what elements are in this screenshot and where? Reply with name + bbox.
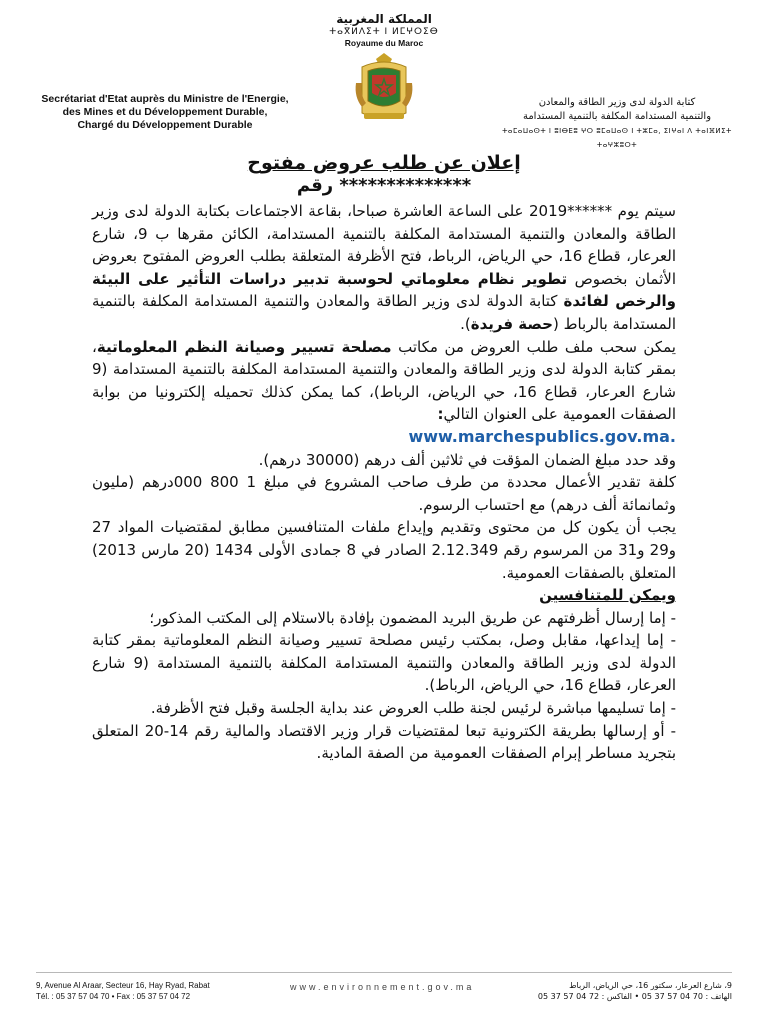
announcement-body xyxy=(92,200,676,765)
estimate-paragraph: كلفة تقدير الأعمال محددة من طرف صاحب المشروع في مبلغ 1 800 000درهم (مليون وثمانمائة ألف درهم) مع احتساب الرسوم. xyxy=(92,473,676,514)
text-run: : xyxy=(437,405,444,424)
guarantee-paragraph: وقد حدد مبلغ الضمان المؤقت في ثلاثين ألف درهم (30000 درهم). xyxy=(258,450,676,469)
coat-of-arms-icon xyxy=(354,53,414,123)
announcement-title: إعلان عن طلب عروض مفتوح xyxy=(247,152,521,174)
secretariat-line: Secrétariat d'Etat auprès du Ministre de l'Energie, xyxy=(41,93,289,105)
text-run: يمكن سحب ملف طلب العروض من مكاتب xyxy=(391,337,676,356)
footer-address-arabic xyxy=(538,980,732,1002)
footer-phone: الهاتف : 70 04 57 37 05 • الفاكس : 72 04 57 37 05 xyxy=(537,992,732,1001)
secretariat-line: des Mines et du Développement Durable, xyxy=(62,106,268,118)
submission-option: - إما تسليمها مباشرة لرئيس لجنة طلب العروض عند بداية الجلسة وقبل فتح الأظرفة. xyxy=(150,699,676,718)
text-run: ، بمقر كتابة الدولة لدى وزير الطاقة والمعادن والتنمية المستدامة المكلفة بالتنمية المستدامة (9 شارع العرعار، قطاع 16، حي الرياض، الرباط)، كما يمكن كذلك تحميله إلكترونيا من بوابة الصفقات العمومية على العنوان التالي xyxy=(92,337,676,424)
secretariat-french xyxy=(30,93,300,132)
kingdom-block xyxy=(314,12,454,123)
announcement-title-block xyxy=(0,152,768,196)
kingdom-french: Royaume du Maroc xyxy=(344,38,424,48)
lot-type: حصة فريدة xyxy=(470,314,553,333)
footer-divider xyxy=(36,972,732,973)
project-subject: تطوير نظام معلوماتي لحوسبة تدبير دراسات التأثير على البيئة والرخص لفائدة xyxy=(92,269,676,311)
text-run: ). xyxy=(460,314,471,333)
withdrawal-paragraph xyxy=(92,336,676,426)
announcement-number: رقم ************** xyxy=(296,175,472,196)
kingdom-arabic: المملكة المغربية xyxy=(336,12,432,26)
service-name: مصلحة تسيير وصيانة النظم المعلوماتية xyxy=(96,337,392,356)
footer-website[interactable]: www.environnement.gov.ma xyxy=(290,982,475,992)
footer-address-french xyxy=(36,980,210,1002)
letterhead xyxy=(0,0,768,150)
submission-option: - إما إرسال أظرفتهم عن طريق البريد المضمون بإفادة بالاستلام إلى المكتب المذكور؛ xyxy=(149,608,676,627)
submission-option: - أو إرسالها بطريقة الكترونية تبعا لمقتضيات قرار وزير الاقتصاد والمالية رقم 14-20 المتعلق بتجريد مساطر إبرام الصفقات العمومية من الصفة المادية. xyxy=(92,721,676,763)
submission-option: - إما إيداعها، مقابل وصل، بمكتب رئيس مصلحة تسيير وصيانة النظم المعلوماتية بمقر كتابة الدولة لدى وزير الطاقة والمعادن والتنمية المستدامة المكلفة بالتنمية المستدامة (9 شارع العرعار، قطاع 16، حي الرياض، الرباط). xyxy=(92,631,676,695)
secretariat-line: Chargé du Développement Durable xyxy=(77,119,253,131)
secretariat-arabic xyxy=(502,96,732,152)
text-run: سيتم يوم ******2019 على الساعة العاشرة صباحا، بقاعة الاجتماعات بكتابة الدولة لدى وزير الطاقة والمعادن والتنمية المستدامة المكلفة بالتنمية المستدامة، الكائن مقرها ب 9، شارع العرعار، قطاع 16، حي الرياض، الرباط، فتح الأظرفة المتعلقة بطلب العروض المفتوح بعروض الأثمان بخصوص xyxy=(92,202,676,288)
portal-link[interactable]: www.marchespublics.gov.ma. xyxy=(408,426,676,446)
footer-phone: Tél. : 05 37 57 04 70 • Fax : 05 37 57 04 72 xyxy=(36,992,191,1001)
submission-heading-text: ويمكن للمتنافسين xyxy=(539,586,676,605)
secretariat-tifinagh: ⵜⴰⵎⴰⵡⴰⵙⵜ ⵏ ⵓⵏⴱⴹⵓ ⵖⵔ ⵓⵎⴰⵡⴰⵙ ⵏ ⵜⵣⵎⴰ, ⵉⵏⵖⴰⵏ ⴷ ⵜⴰⵏⴼⵍⵉⵜ ⵜⴰⵖⵣⵓⵔⵜ xyxy=(502,127,732,149)
submission-heading xyxy=(92,584,676,607)
footer-address: 9, Avenue Al Araar, Secteur 16, Hay Ryad, Rabat xyxy=(36,981,210,990)
text-run: كتابة الدولة لدى وزير الطاقة والمعادن والتنمية المستدامة المكلفة بالتنمية المستدامة بالرباط ( xyxy=(92,292,676,333)
compliance-paragraph: يجب أن يكون كل من محتوى وتقديم وإيداع ملفات المتنافسين مطابق لمقتضيات المواد 27 و29 و31 من المرسوم رقم 2.12.349 الصادر في 8 جمادى الأولى 1434 (20 مارس 2013) المتعلق بالصفقات العمومية. xyxy=(92,518,677,582)
secretariat-ar-line: والتنمية المستدامة المكلفة بالتنمية المستدامة xyxy=(522,111,712,122)
opening-paragraph xyxy=(92,200,676,336)
secretariat-ar-line: كتابة الدولة لدى وزير الطاقة والمعادن xyxy=(538,97,696,108)
footer-address: 9، شارع العرعار، سكتور 16، حي الرياض، الرباط xyxy=(569,981,732,990)
kingdom-tifinagh: ⵜⴰⴳⵍⴷⵉⵜ ⵏ ⵍⵎⵖⵔⵉⴱ xyxy=(329,27,439,37)
